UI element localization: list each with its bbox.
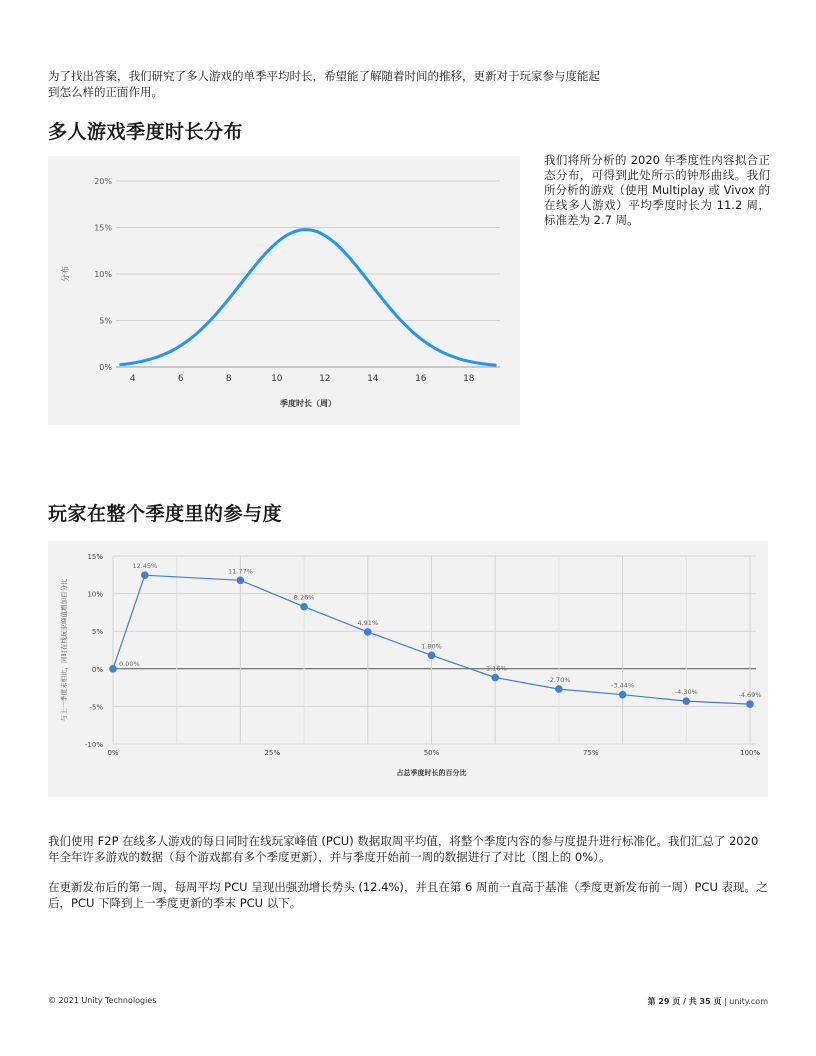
bell-curve-svg [48, 156, 520, 425]
footer-copyright: © 2021 Unity Technologies [48, 996, 157, 1005]
data-point [364, 628, 372, 636]
data-point [141, 571, 149, 579]
data-label: -4.30% [674, 688, 698, 697]
x-tick-label: 12 [319, 374, 331, 384]
section-title-engagement: 玩家在整个季度里的参与度 [48, 503, 283, 525]
y-tick-label: 0% [99, 363, 112, 372]
engagement-chart [48, 541, 768, 797]
y-tick-label: 10% [87, 590, 103, 599]
x-axis-title: 季度时长（周） [280, 399, 336, 408]
footer-site-link[interactable]: | unity.com [724, 997, 768, 1006]
footer-page-number: 第 29 页 / 共 35 页 [647, 997, 722, 1006]
season-length-chart [48, 156, 520, 425]
y-axis-title: 与上一季度末相比，同时在线玩家峰值增加百分比 [60, 578, 68, 722]
x-tick-label: 18 [463, 374, 475, 384]
x-tick-label: 100% [739, 749, 761, 757]
bell-curve-line [121, 230, 495, 366]
x-tick-label: 75% [582, 749, 599, 757]
data-label: 1.80% [421, 642, 442, 651]
engagement-line-svg [48, 541, 768, 797]
y-tick-label: 0% [91, 665, 103, 674]
y-tick-label: 20% [94, 177, 112, 186]
y-tick-label: 5% [99, 316, 112, 326]
y-tick-label: 5% [91, 628, 103, 637]
data-label: 0.00% [119, 659, 140, 668]
footer-page-info [648, 996, 768, 1007]
x-tick-label: 25% [264, 749, 281, 757]
data-point [300, 603, 308, 611]
data-label: 8.26% [293, 593, 315, 602]
x-tick-label: 50% [423, 749, 440, 757]
x-tick-label: 14 [367, 374, 379, 384]
body-paragraph-1: 我们使用 F2P 在线多人游戏的每日同时在线玩家峰值 (PCU) 数据取周平均值，将整个季度内容的参与度提升进行标准化。我们汇总了 2020 年全年许多游戏的数据（每个游戏都有多个季度更新），并与季度开始前一周的数据进行了对比（图上的 0%）。 [48, 834, 759, 864]
data-label: -2.70% [547, 676, 571, 685]
data-label: 11.77% [228, 567, 253, 576]
data-point [428, 651, 436, 659]
data-point [237, 576, 245, 584]
data-point [683, 697, 691, 705]
x-tick-label: 6 [177, 374, 184, 384]
data-point [491, 674, 499, 682]
section-title-season-length: 多人游戏季度时长分布 [48, 121, 244, 143]
distribution-description: 我们将所分析的 2020 年季度性内容拟合正态分布，可得到此处所示的钟形曲线。我们所分析的游戏（使用 Multiplay 或 Vivox 的在线多人游戏）平均季度时长为 11.2 周，标准差为 2.7 周。 [544, 153, 770, 227]
data-point [109, 665, 117, 673]
y-axis-title: 分布 [61, 266, 70, 282]
y-tick-label: -5% [89, 703, 103, 712]
data-point [746, 700, 754, 708]
y-tick-label: 15% [87, 553, 103, 561]
intro-paragraph: 为了找出答案，我们研究了多人游戏的单季平均时长，希望能了解随着时间的推移，更新对于玩家参与度能起到怎么样的正面作用。 [48, 69, 600, 99]
y-tick-label: 15% [94, 223, 112, 233]
data-label: -4.69% [738, 691, 762, 700]
data-label: -1.16% [483, 664, 507, 673]
x-tick-label: 8 [225, 374, 232, 384]
data-label: -3.44% [611, 681, 635, 690]
x-tick-label: 4 [129, 374, 136, 384]
data-label: 12.45% [132, 562, 158, 571]
x-axis-title: 占总季度时长的百分比 [396, 769, 467, 777]
y-tick-label: -10% [84, 741, 103, 749]
data-label: 4.91% [357, 618, 379, 627]
data-point [619, 691, 627, 699]
x-tick-label: 16 [415, 374, 427, 384]
y-tick-label: 10% [94, 270, 112, 279]
x-tick-label: 0% [107, 749, 119, 757]
data-point [555, 685, 563, 693]
x-tick-label: 10 [271, 374, 283, 384]
body-paragraph-2: 在更新发布后的第一周，每周平均 PCU 呈现出强劲增长势头 (12.4%)，并且在第 6 周前一直高于基准（季度更新发布前一周）PCU 表现。之后，PCU 下降到上一季度更新的季末 PCU 以下。 [48, 880, 768, 910]
